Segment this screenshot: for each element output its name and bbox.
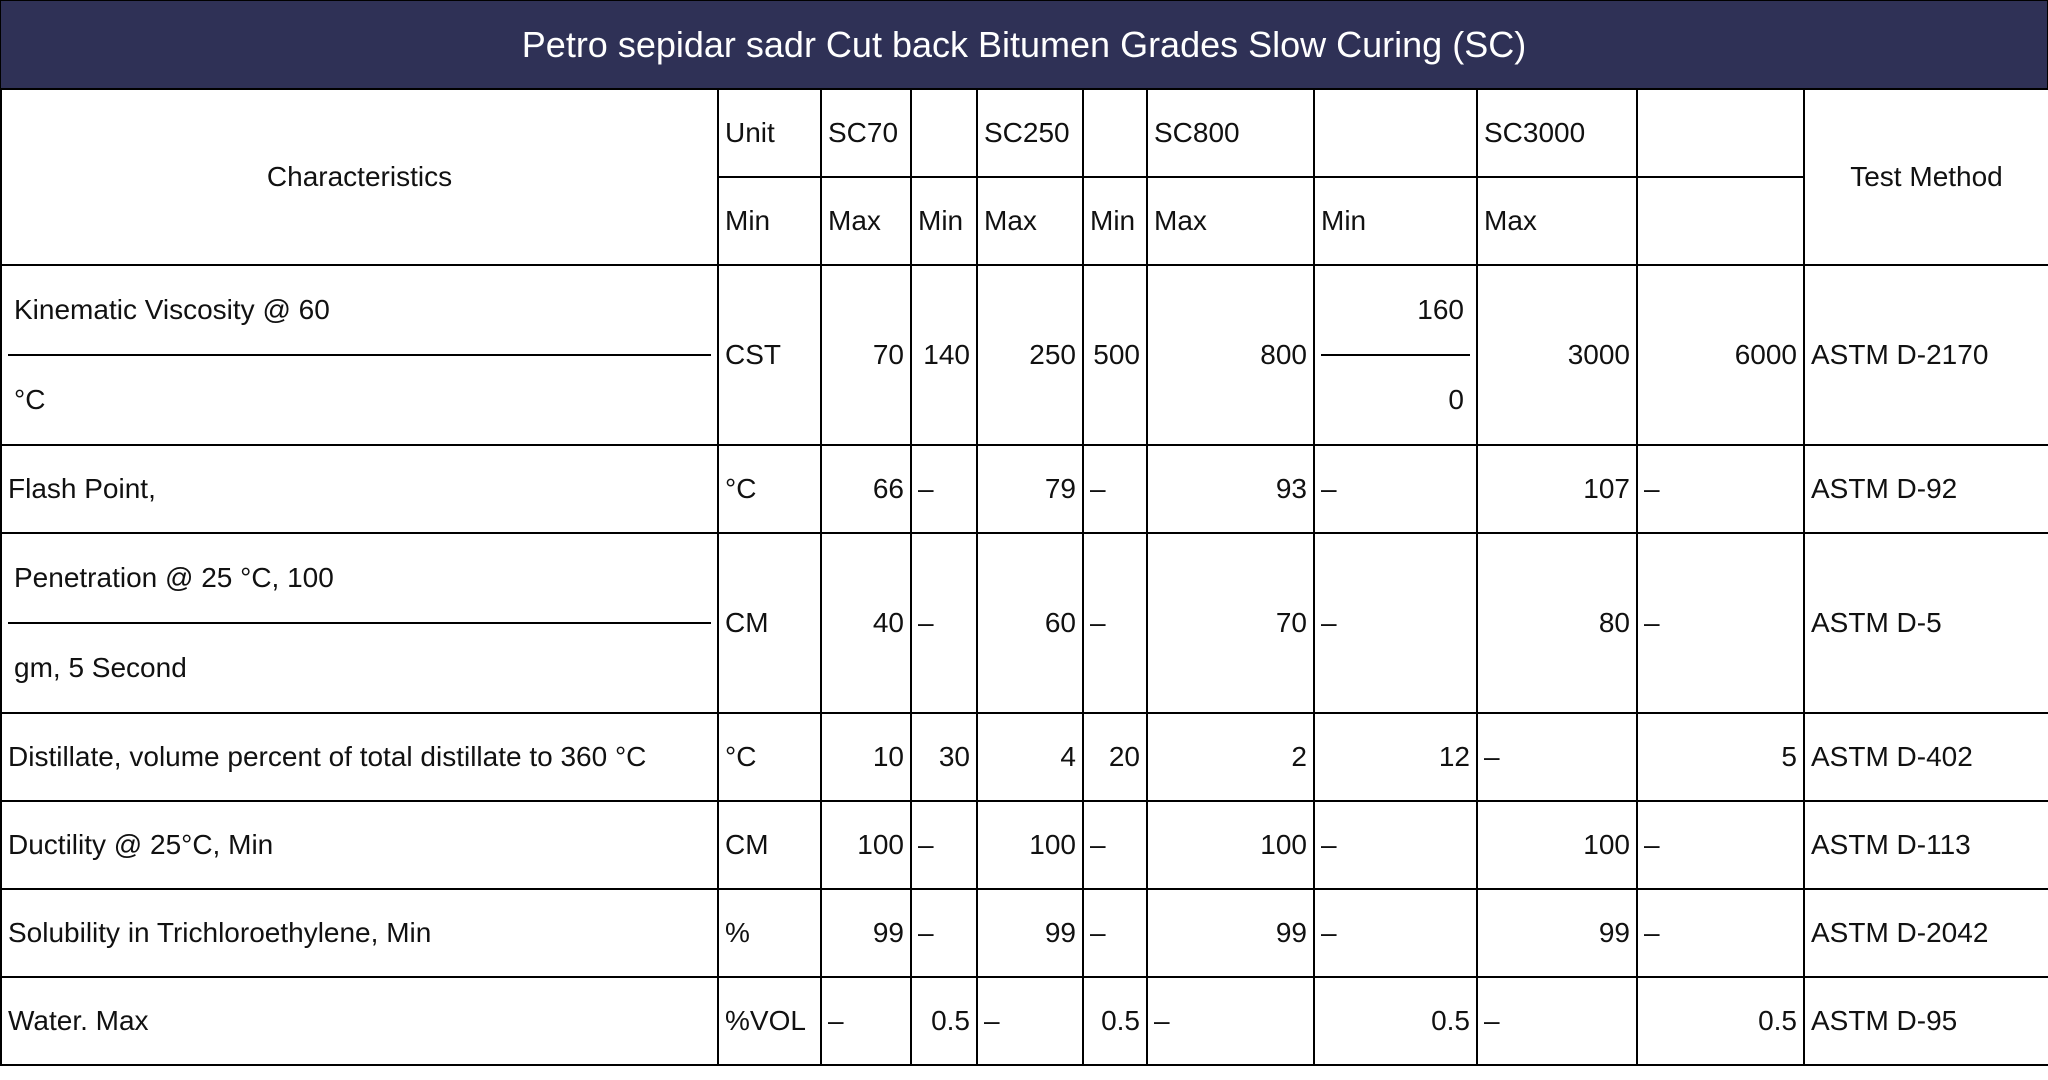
value-cell: 12 bbox=[1314, 713, 1477, 801]
header-cell: SC70 bbox=[821, 89, 911, 177]
header-cell: Unit bbox=[718, 89, 821, 177]
unit-cell: °C bbox=[718, 713, 821, 801]
header-cell: Max bbox=[1477, 177, 1637, 265]
header-cell: Min bbox=[1083, 177, 1147, 265]
header-cell: Max bbox=[977, 177, 1083, 265]
value-cell: 4 bbox=[977, 713, 1083, 801]
value-cell: 60 bbox=[977, 533, 1083, 713]
characteristic-line: Kinematic Viscosity @ 60 bbox=[8, 266, 711, 356]
value-cell: – bbox=[1477, 977, 1637, 1065]
value-cell: – bbox=[1637, 801, 1804, 889]
characteristic-cell: Solubility in Trichloroethylene, Min bbox=[1, 889, 718, 977]
value-cell: 93 bbox=[1147, 445, 1314, 533]
header-cell: SC3000 bbox=[1477, 89, 1637, 177]
value-cell: 40 bbox=[821, 533, 911, 713]
value-cell: 5 bbox=[1637, 713, 1804, 801]
table-row-water bbox=[1, 977, 2048, 1065]
value-cell: 99 bbox=[821, 889, 911, 977]
value-cell: 30 bbox=[911, 713, 977, 801]
value-cell: 20 bbox=[1083, 713, 1147, 801]
test-method-cell: ASTM D-5 bbox=[1804, 533, 2048, 713]
value-cell: – bbox=[911, 445, 977, 533]
value-cell: – bbox=[977, 977, 1083, 1065]
value-cell: – bbox=[1147, 977, 1314, 1065]
value-cell: 100 bbox=[1477, 801, 1637, 889]
header-row-1 bbox=[1, 89, 2048, 177]
value-cell: 3000 bbox=[1477, 265, 1637, 445]
test-method-cell: ASTM D-2170 bbox=[1804, 265, 2048, 445]
value-cell: 100 bbox=[821, 801, 911, 889]
table-row-solubility bbox=[1, 889, 2048, 977]
characteristic-cell: Distillate, volume percent of total distillate to 360 °C bbox=[1, 713, 718, 801]
value-cell: 70 bbox=[1147, 533, 1314, 713]
unit-cell: % bbox=[718, 889, 821, 977]
header-cell bbox=[1314, 89, 1477, 177]
value-line: 0 bbox=[1448, 384, 1464, 415]
table-title: Petro sepidar sadr Cut back Bitumen Grades Slow Curing (SC) bbox=[0, 0, 2048, 90]
characteristic-cell: Flash Point, bbox=[1, 445, 718, 533]
value-cell: 0.5 bbox=[911, 977, 977, 1065]
unit-cell: °C bbox=[718, 445, 821, 533]
value-cell: 140 bbox=[911, 265, 977, 445]
value-cell: 2 bbox=[1147, 713, 1314, 801]
value-cell: 107 bbox=[1477, 445, 1637, 533]
table-row-viscosity bbox=[1, 265, 2048, 445]
header-cell: SC800 bbox=[1147, 89, 1314, 177]
unit-cell: CM bbox=[718, 801, 821, 889]
value-cell: 6000 bbox=[1637, 265, 1804, 445]
value-cell: – bbox=[1314, 889, 1477, 977]
characteristic-cell: Ductility @ 25°C, Min bbox=[1, 801, 718, 889]
header-cell: Min bbox=[911, 177, 977, 265]
header-cell: Max bbox=[821, 177, 911, 265]
header-cell bbox=[1637, 89, 1804, 177]
test-method-cell: ASTM D-2042 bbox=[1804, 889, 2048, 977]
value-cell: – bbox=[1083, 533, 1147, 713]
unit-cell: CM bbox=[718, 533, 821, 713]
unit-cell: %VOL bbox=[718, 977, 821, 1065]
value-cell: 99 bbox=[1477, 889, 1637, 977]
value-cell: – bbox=[911, 533, 977, 713]
value-cell: 100 bbox=[1147, 801, 1314, 889]
value-cell: – bbox=[1314, 533, 1477, 713]
table-row-distillate bbox=[1, 713, 2048, 801]
value-cell: 100 bbox=[977, 801, 1083, 889]
header-characteristics: Characteristics bbox=[1, 89, 718, 265]
value-cell: – bbox=[1083, 801, 1147, 889]
value-cell: 0.5 bbox=[1083, 977, 1147, 1065]
characteristic-line: gm, 5 Second bbox=[14, 652, 187, 683]
unit-cell: CST bbox=[718, 265, 821, 445]
value-cell: 70 bbox=[821, 265, 911, 445]
header-cell bbox=[1637, 177, 1804, 265]
value-cell: 10 bbox=[821, 713, 911, 801]
header-cell: SC250 bbox=[977, 89, 1083, 177]
value-cell: – bbox=[1083, 889, 1147, 977]
table-row-ductility bbox=[1, 801, 2048, 889]
test-method-cell: ASTM D-95 bbox=[1804, 977, 2048, 1065]
value-cell: 800 bbox=[1147, 265, 1314, 445]
spec-table bbox=[0, 88, 2048, 1066]
header-cell: Min bbox=[1314, 177, 1477, 265]
header-test-method: Test Method bbox=[1804, 89, 2048, 265]
value-cell: 0.5 bbox=[1637, 977, 1804, 1065]
value-cell: 250 bbox=[977, 265, 1083, 445]
value-cell: – bbox=[1083, 445, 1147, 533]
header-cell bbox=[1083, 89, 1147, 177]
characteristic-cell: Water. Max bbox=[1, 977, 718, 1065]
header-cell: Min bbox=[718, 177, 821, 265]
value-cell: 0.5 bbox=[1314, 977, 1477, 1065]
value-cell: 66 bbox=[821, 445, 911, 533]
value-cell: 80 bbox=[1477, 533, 1637, 713]
value-cell: – bbox=[1637, 889, 1804, 977]
test-method-cell: ASTM D-113 bbox=[1804, 801, 2048, 889]
test-method-cell: ASTM D-92 bbox=[1804, 445, 2048, 533]
test-method-cell: ASTM D-402 bbox=[1804, 713, 2048, 801]
characteristic-cell bbox=[1, 265, 718, 445]
table-row-flash-point bbox=[1, 445, 2048, 533]
value-cell: 99 bbox=[977, 889, 1083, 977]
characteristic-line: °C bbox=[14, 384, 46, 415]
table-row-penetration bbox=[1, 533, 2048, 713]
value-cell: – bbox=[1314, 801, 1477, 889]
header-cell bbox=[911, 89, 977, 177]
value-cell: – bbox=[911, 889, 977, 977]
value-cell: 99 bbox=[1147, 889, 1314, 977]
value-line: 160 bbox=[1321, 266, 1470, 356]
value-cell-split bbox=[1314, 265, 1477, 445]
value-cell: 500 bbox=[1083, 265, 1147, 445]
value-cell: 79 bbox=[977, 445, 1083, 533]
characteristic-line: Penetration @ 25 °C, 100 bbox=[8, 534, 711, 624]
value-cell: – bbox=[1314, 445, 1477, 533]
value-cell: – bbox=[911, 801, 977, 889]
value-cell: – bbox=[1477, 713, 1637, 801]
characteristic-cell bbox=[1, 533, 718, 713]
header-cell: Max bbox=[1147, 177, 1314, 265]
value-cell: – bbox=[1637, 445, 1804, 533]
value-cell: – bbox=[1637, 533, 1804, 713]
value-cell: – bbox=[821, 977, 911, 1065]
